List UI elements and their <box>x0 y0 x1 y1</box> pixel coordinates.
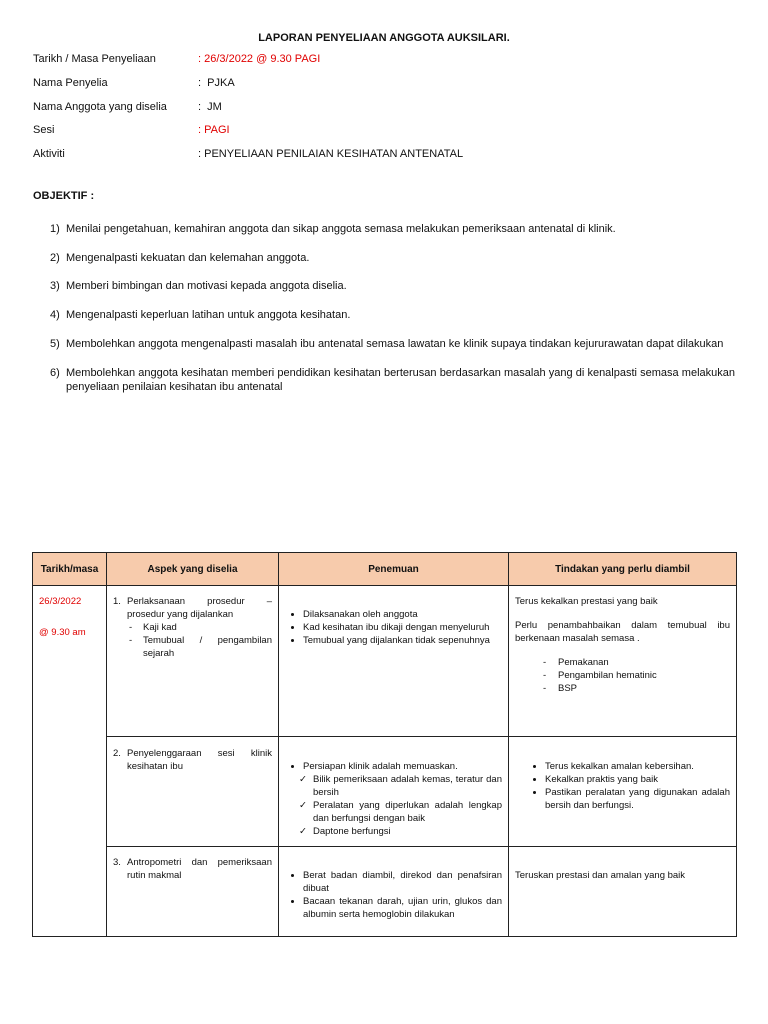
header-aspek: Aspek yang diselia <box>107 553 279 586</box>
penemuan-item: • Dilaksanakan oleh anggota <box>303 608 502 621</box>
info-value: : 26/3/2022 @ 9.30 PAGI <box>198 53 321 65</box>
info-row-sesi <box>33 124 733 140</box>
aspek-text: Penyelenggaraan sesi klinik kesihatan ibu <box>127 748 272 772</box>
penemuan-check-item: ✓ Bilik pemeriksaan adalah kemas, teratur dan bersih <box>299 773 502 799</box>
time-text: @ 9.30 am <box>39 627 86 638</box>
objektif-number: 4) <box>50 309 60 321</box>
objektif-number: 2) <box>50 252 60 264</box>
tindakan-cell <box>509 847 737 937</box>
date-text: 26/3/2022 <box>39 596 82 607</box>
table-header-row <box>33 553 737 586</box>
table-row <box>33 847 737 937</box>
aspek-number: 1. <box>113 596 121 607</box>
aspek-text: Antropometri dan pemeriksaan rutin makmal <box>127 857 272 881</box>
info-row-anggota <box>33 101 733 117</box>
penemuan-cell <box>279 586 509 737</box>
aspek-number: 3. <box>113 857 121 868</box>
info-row-aktiviti <box>33 148 733 164</box>
objektif-text: Membolehkan anggota kesihatan memberi pendidikan kesihatan berterusan berdasarkan masalah yang di kenalpasti semasa melakukan penyeliaan penilaian kesihatan ibu antenatal <box>66 367 735 393</box>
info-label: Tarikh / Masa Penyeliaan <box>33 53 156 65</box>
objektif-text: Membolehkan anggota mengenalpasti masalah ibu antenatal semasa lawatan ke klinik supaya tindakan kejururawatan dapat dilakukan <box>66 338 724 350</box>
info-label: Sesi <box>33 124 55 136</box>
objektif-number: 6) <box>50 367 60 379</box>
tindakan-item: • Terus kekalkan amalan kebersihan. <box>545 760 730 773</box>
header-tarikh: Tarikh/masa <box>33 553 107 586</box>
aspek-cell <box>107 737 279 847</box>
header-tindakan: Tindakan yang perlu diambil <box>509 553 737 586</box>
objektif-text: Mengenalpasti kekuatan dan kelemahan anggota. <box>66 252 310 264</box>
info-value: : JM <box>198 101 222 113</box>
tindakan-text: Teruskan prestasi dan amalan yang baik <box>515 870 686 881</box>
info-value: : PJKA <box>198 77 235 89</box>
tindakan-item: • Kekalkan praktis yang baik <box>545 773 730 786</box>
aspek-number: 2. <box>113 748 121 759</box>
aspek-sub-item: - Temubual / pengambilan sejarah <box>127 634 272 660</box>
penemuan-item: • Temubual yang dijalankan tidak sepenuhnya <box>303 634 502 647</box>
penemuan-cell <box>279 737 509 847</box>
info-label: Nama Anggota yang diselia <box>33 101 167 113</box>
report-title: LAPORAN PENYELIAAN ANGGOTA AUKSILARI. <box>258 32 510 44</box>
tindakan-item: - Pemakanan <box>543 656 730 669</box>
tindakan-item: - BSP <box>543 682 730 695</box>
objektif-text: Menilai pengetahuan, kemahiran anggota dan sikap anggota semasa melakukan pemeriksaan antenatal di klinik. <box>66 223 616 235</box>
objektif-number: 3) <box>50 280 60 292</box>
objektif-text: Memberi bimbingan dan motivasi kepada anggota diselia. <box>66 280 347 292</box>
penemuan-item: • Bacaan tekanan darah, ujian urin, glukos dan albumin serta hemoglobin dilakukan <box>303 895 502 921</box>
table-row <box>33 586 737 737</box>
objektif-number: 1) <box>50 223 60 235</box>
supervision-table <box>32 552 737 937</box>
objektif-number: 5) <box>50 338 60 350</box>
penemuan-item: • Kad kesihatan ibu dikaji dengan menyeluruh <box>303 621 502 634</box>
objektif-text: Mengenalpasti keperluan latihan untuk anggota kesihatan. <box>66 309 351 321</box>
info-value: : PENYELIAAN PENILAIAN KESIHATAN ANTENATAL <box>198 148 464 160</box>
info-label: Nama Penyelia <box>33 77 108 89</box>
penemuan-check-item: ✓ Peralatan yang diperlukan adalah lengkap dan berfungsi dengan baik <box>299 799 502 825</box>
penemuan-cell <box>279 847 509 937</box>
objektif-heading: OBJEKTIF : <box>33 190 95 202</box>
penemuan-item: • Persiapan klinik adalah memuaskan. <box>303 760 502 773</box>
info-row-tarikh <box>33 53 733 69</box>
aspek-cell <box>107 586 279 737</box>
tindakan-cell <box>509 737 737 847</box>
info-label: Aktiviti <box>33 148 65 160</box>
aspek-text: Perlaksanaan prosedur – prosedur yang dijalankan <box>127 596 272 620</box>
info-value: : PAGI <box>198 124 230 136</box>
tindakan-text: Perlu penambahbaikan dalam temubual ibu berkenaan masalah semasa . <box>515 620 730 644</box>
tindakan-cell <box>509 586 737 737</box>
table-row <box>33 737 737 847</box>
aspek-cell <box>107 847 279 937</box>
header-penemuan: Penemuan <box>279 553 509 586</box>
aspek-sub-item: - Kaji kad <box>127 621 272 634</box>
tindakan-item: - Pengambilan hematinic <box>543 669 730 682</box>
penemuan-check-item: ✓ Daptone berfungsi <box>299 825 502 838</box>
tindakan-text: Terus kekalkan prestasi yang baik <box>515 596 658 607</box>
tindakan-item: • Pastikan peralatan yang digunakan adalah bersih dan berfungsi. <box>545 786 730 812</box>
info-row-penyelia <box>33 77 733 93</box>
penemuan-item: • Berat badan diambil, direkod dan penafsiran dibuat <box>303 869 502 895</box>
date-cell <box>33 586 107 937</box>
